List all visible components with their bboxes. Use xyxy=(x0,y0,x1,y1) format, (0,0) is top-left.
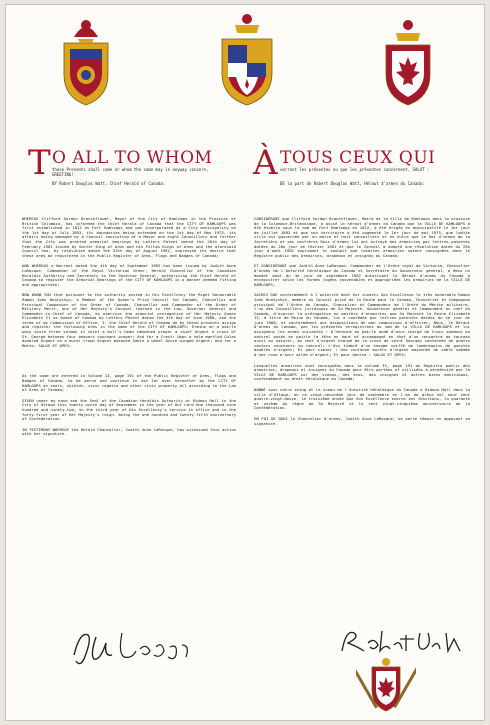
fr-paragraph: EN FOI DE QUOI le Chancelier d'armes, Judith Anne LaRocque, se porte témoin en apposant sa signature. xyxy=(254,415,470,426)
lion-crest-seal-icon xyxy=(56,13,116,108)
english-text-column xyxy=(22,217,236,443)
fr-paragraph: SACHEZ QUE conformément à l'autorité dont est investi Son Excellence le très honorable Ramon John Hnatyshyn, membre du Conseil privé de la Reine pour le Canada, Chancelier et Compagnon principal de l'Ordre du Canada, Chancelier et Commandeur de l'Ordre du Mérite militaire, l'un des Conseillers juridiques de Sa Majesté, Gouverneur général et Commandant en chef du Canada, d'exercer la prérogative en matière d'armoiries que Sa Majesté la Reine Elizabeth II, à titre de Reine du Canada, lui a concédée par lettres patentes datées du 4e jour de juin 1988, et conformément aux dispositions de mon commission d'officier, Nous, le Héraut d'armes du Canada, par les présentes enregistrons au nom de la VILLE DE KAMLOOPS et lui assignons les armes suivantes : D'hermine au pairle ondé d'azur chargé de trois saumons au naturel posés en pairle la tête en haut et accompagné en chef d'un rencontre de taureau aussi au naturel, au chef d'argent chargé de la croix de saint Georges cantonnée de quatre castors couchants au naturel; L'écu timbré d'un heaume coiffé de lambrequins de gueules doublés d'argent; Et pour cimier : Une couronne murale d'argent maçonnée de sable sommée d'une roue d'azur ailée d'argent; Et pour devise : SALUS ET OPES; xyxy=(254,292,470,358)
chief-herald-signature xyxy=(336,625,466,659)
royal-arms-seal-icon xyxy=(216,11,278,108)
en-paragraph: As the same are entered in Volume II, page 191 of the Public Register of Arms, Flags and Badges of Canada, to be borne and continue in use for ever hereafter by the CITY OF KAMLOOPS on seals, shields, civic regalia and other civic property all according to the Law of Arms of Canada; xyxy=(22,373,236,393)
fr-paragraph: DONNÉ sous notre seing et le sceau de l'Autorité héraldique du Canada à Rideau Hall dans la ville d'Ottawa, en ce vingt-neuvième jour de septembre en l'an de grâce mil neuf cent quatre-vingt-douze, la troisième année que Son Excellence exerce ses fonctions, la quarante et unième du règne de Sa Majesté et le cent vingt-cinquième anniversaire de la Confédération. xyxy=(254,387,470,411)
fr-grantor: DE la part de Robert Douglas Watt, Héraut d'armes du Canada: xyxy=(280,181,425,186)
en-paragraph: GIVEN under my hand and the Seal of the Canadian Heraldic Authority at Rideau Hall in the City of Ottawa this twenty-ninth day of September in the year of Our Lord One thousand nine hundred and ninety-two, in the third year of His Excellency's service in office and in the forty-first year of Her Majesty's reign, being the one hundred and twenty-fifth anniversary of Confederation. xyxy=(22,397,236,422)
fr-initial-capital: À xyxy=(253,143,278,183)
en-initial-capital: T xyxy=(28,143,51,183)
fr-greeting: verront les présentes ou que les présentes concernent, SALUT : xyxy=(280,167,430,172)
en-paragraph: IN TESTIMONY WHEREOF the Herald Chancellor, Judith Anne LaRocque, has witnessed this action with her signature. xyxy=(22,426,236,437)
en-paragraph: AND WHEREAS a Warrant dated the 4th day of September 1992 has been issued by Judith Anne LaRocque, Commander of the Royal Victorian Order, Herald Chancellor of the Canadian Heraldic Authority and Secretary to the Governor General, authorizing the Chief Herald of Canada to register the Armorial Bearings of the CITY OF KAMLOOPS in a manner deemed fitting and appropriate; xyxy=(22,263,236,287)
french-text-column xyxy=(254,217,470,432)
en-heading: O ALL TO WHOM xyxy=(52,148,213,168)
canadian-heraldic-authority-seal-icon xyxy=(356,655,416,715)
en-grantor: BY Robert Douglas Watt, Chief Herald of Canada: xyxy=(52,181,166,186)
fr-paragraph: Lesquelles armoiries sont consignées dans le volume II, page 191 du Registre public des armoiries, drapeaux et insignes du Canada pour être portées et utilisées à perpétuité par la VILLE DE KAMLOOPS sur des sceaux, des écus, des insignes et autres biens municipaux, conformément au droit héraldique du Canada; xyxy=(254,362,470,382)
fr-heading: TOUS CEUX QUI xyxy=(280,148,436,168)
fr-paragraph: ET CONSIDÉRANT que Judith Anne LaRocque, Commandeur de l'Ordre royal de Victoria, Chancelier d'armes de l'Autorité héraldique du Canada et Secrétaire du Gouverneur général, a émis un mandat daté du 4e jour de septembre 1992 autorisant le Héraut d'armes du Canada à enregistrer selon les formes jugées convenables et appropriées les armoiries de la VILLE DE KAMLOOPS; xyxy=(254,263,470,287)
en-greeting: these Presents shall come or whom the same may in anyway concern, GREETING! xyxy=(52,167,209,177)
fr-paragraph: CONSIDÉRANT que Clifford Gordon Branchflower, Maire de la Ville de Kamloops dans la province de la Colombie-Britannique, a avisé le héraut d'armes du Canada que la VILLE DE KAMLOOPS a été établie sous le nom de Fort Kamloops en 1812, a été érigée en municipalité le 1er jour de juillet 1893 et que son territoire a été augmenté le 1er jour de mai 1973, que ladite ville est gouvernée par un maire et huit conseillers et en outre que le Roi d'armes de la Jarretière et ses confrères Rois d'armes lui ont octroyé des armoiries par lettres patentes datées du 20e jour de février 1981 et que le Conseil a adopté une résolution datée du 25e jour d'août 1992 exprimant le souhait que lesdites armoiries soient consignées dans le Registre public des armoiries, drapeaux et insignes du Canada; xyxy=(254,216,470,258)
letters-patent-page xyxy=(5,4,485,721)
herald-chancellor-signature xyxy=(66,625,206,674)
en-paragraph: WHEREAS Clifford Gordon Branchflower, Mayor of the City of Kamloops in the Province of British Columbia, has informed the Chief Herald of Canada that the CITY OF KAMLOOPS was first established in 1812 as Fort Kamloops and was incorporated as a City municipality on the 1st day of July 1893, its boundaries being extended on the 1st day of May 1973, its affairs being managed by a Council consisting of a Mayor and eight Councillors and further that the City was granted armorial bearings by Letters Patent dated the 20th day of February 1981 issued by Garter King of Arms and his Fellow Kings of Arms and the aforesaid Council has, by resolution dated the 25th day of August 1992, expressed its desire that these arms be registered in the Public Register of Arms, Flags and Badges of Canada; xyxy=(22,216,236,258)
maple-leaf-crest-seal-icon xyxy=(378,13,438,108)
en-paragraph: NOW KNOW YOU that pursuant to the authority vested in His Excellency the Right Honourable Ramon John Hnatyshyn, a Member of the Queen's Privy Council for Canada, Chancellor and Principal Companion of the Order of Canada, Chancellor and Commander of the Order of Military Merit, one of Her Majesty's Counsel learned in the Law, Governor General and Commander-in-Chief of Canada, to exercise the armorial prerogative of Her Majesty Queen Elizabeth II as Queen of Canada by Letters Patent dated the 4th day of June 1988, and the terms of my Commission of Office, I, the Chief Herald of Canada do by these presents assign and register the following Arms in the name of the CITY OF KAMLOOPS: Ermine on a pairle wavy Azure three salmon in chief a bull's head caboshed proper a chief Argent a cross of St. George between four beavers couchant proper; And for a Crest: Upon a helm mantled Gules doubled Argent on a mural crown Argent masoned Sable a wheel Azure winged Argent; And for a Motto: SALUS ET OPES; xyxy=(22,292,236,348)
